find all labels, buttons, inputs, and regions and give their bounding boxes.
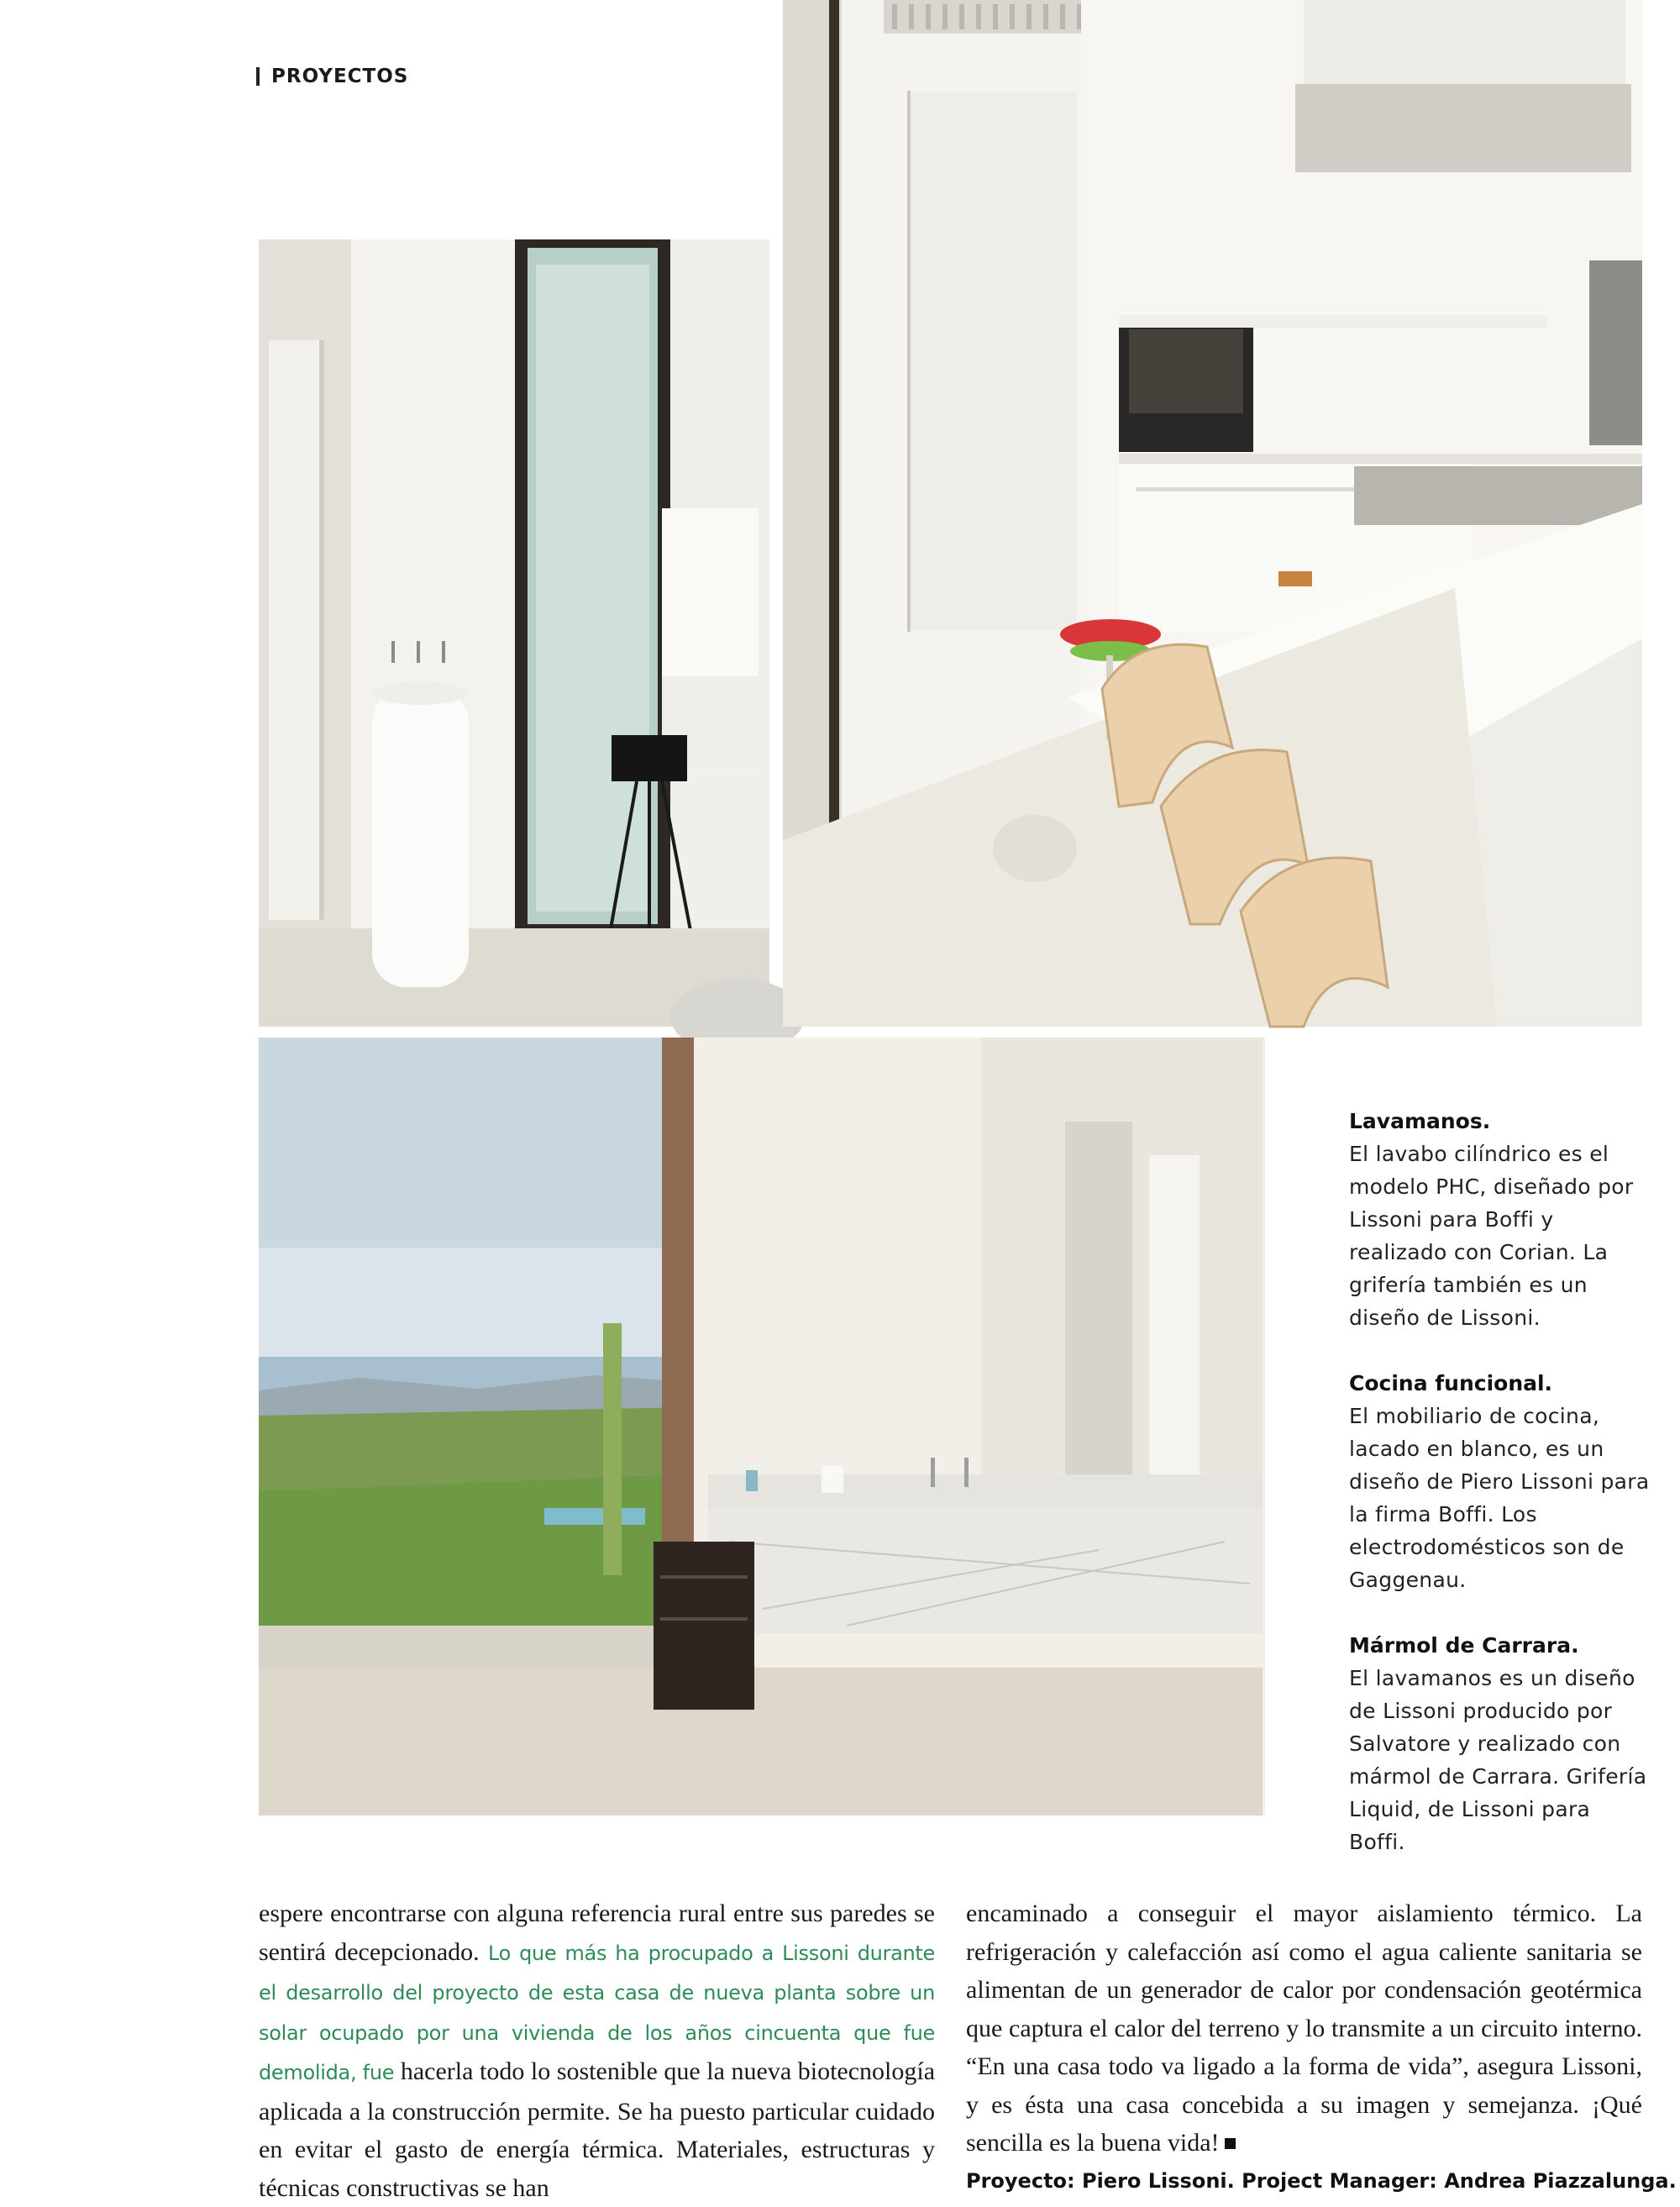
caption-lavamanos — [1349, 1105, 1651, 1334]
section-label: PROYECTOS — [271, 66, 409, 87]
caption-text: El mobiliario de cocina, lacado en blanco, es un diseño de Piero Lissoni para la firma Boffi. Los electrodomésticos son de Gaggenau. — [1349, 1404, 1650, 1592]
marble-basin-photo — [259, 1038, 1263, 1816]
project-credits: Proyecto: Piero Lissoni. Project Manager: Andrea Piazzalunga. — [966, 2168, 1677, 2193]
body-text: espere encontrarse con alguna referencia rural entre sus paredes se sentirá decepcionado. — [259, 1900, 935, 1966]
body-column-left — [259, 1894, 935, 2207]
photo-captions — [1349, 1105, 1651, 1891]
body-column-right — [966, 1894, 1677, 2200]
highlighted-text: Lo que más ha procupado a Lissoni durante el desarrollo del proyecto de esta casa de nueva planta sobre un solar ocupado por una vivienda de los años cincuenta que fue demolida, fue — [259, 1941, 936, 2084]
body-text: hacerla todo lo sostenible que la nueva biotecnología aplicada a la construcción permite. Se ha puesto particular cuidado en evitar el gasto de energía térmica. Materiales, estructuras y técnicas constructivas se han — [259, 2057, 936, 2202]
caption-title: Lavamanos. — [1349, 1109, 1491, 1133]
caption-title: Cocina funcional. — [1349, 1371, 1553, 1395]
caption-text: El lavamanos es un diseño de Lissoni producido por Salvatore y realizado con mármol de Carrara. Grifería Liquid, de Lissoni para Boffi. — [1349, 1666, 1647, 1854]
section-divider — [256, 67, 260, 86]
kitchen-photo — [783, 0, 1642, 1027]
body-text: encaminado a conseguir el mayor aislamiento térmico. La refrigeración y calefacción así como el agua caliente sanitaria se alimentan de un generador de calor por condensación geotérmica que captura el calor del terreno y lo transmite a un circuito interno. “En una casa todo va ligado a la forma de vida”, asegura Lissoni, y es ésta una casa concebida a su imagen y semejanza. ¡Qué sencilla es la buena vida! — [966, 1900, 1642, 2157]
caption-text: El lavabo cilíndrico es el modelo PHC, diseñado por Lissoni para Boffi y realizado con Corian. La grifería también es un diseño de Lissoni. — [1349, 1142, 1634, 1330]
caption-marmol — [1349, 1629, 1651, 1858]
caption-title: Mármol de Carrara. — [1349, 1633, 1579, 1658]
end-mark-icon — [1225, 2138, 1236, 2149]
bathroom-photo — [259, 239, 769, 1027]
section-header — [256, 66, 408, 87]
caption-cocina — [1349, 1367, 1651, 1596]
